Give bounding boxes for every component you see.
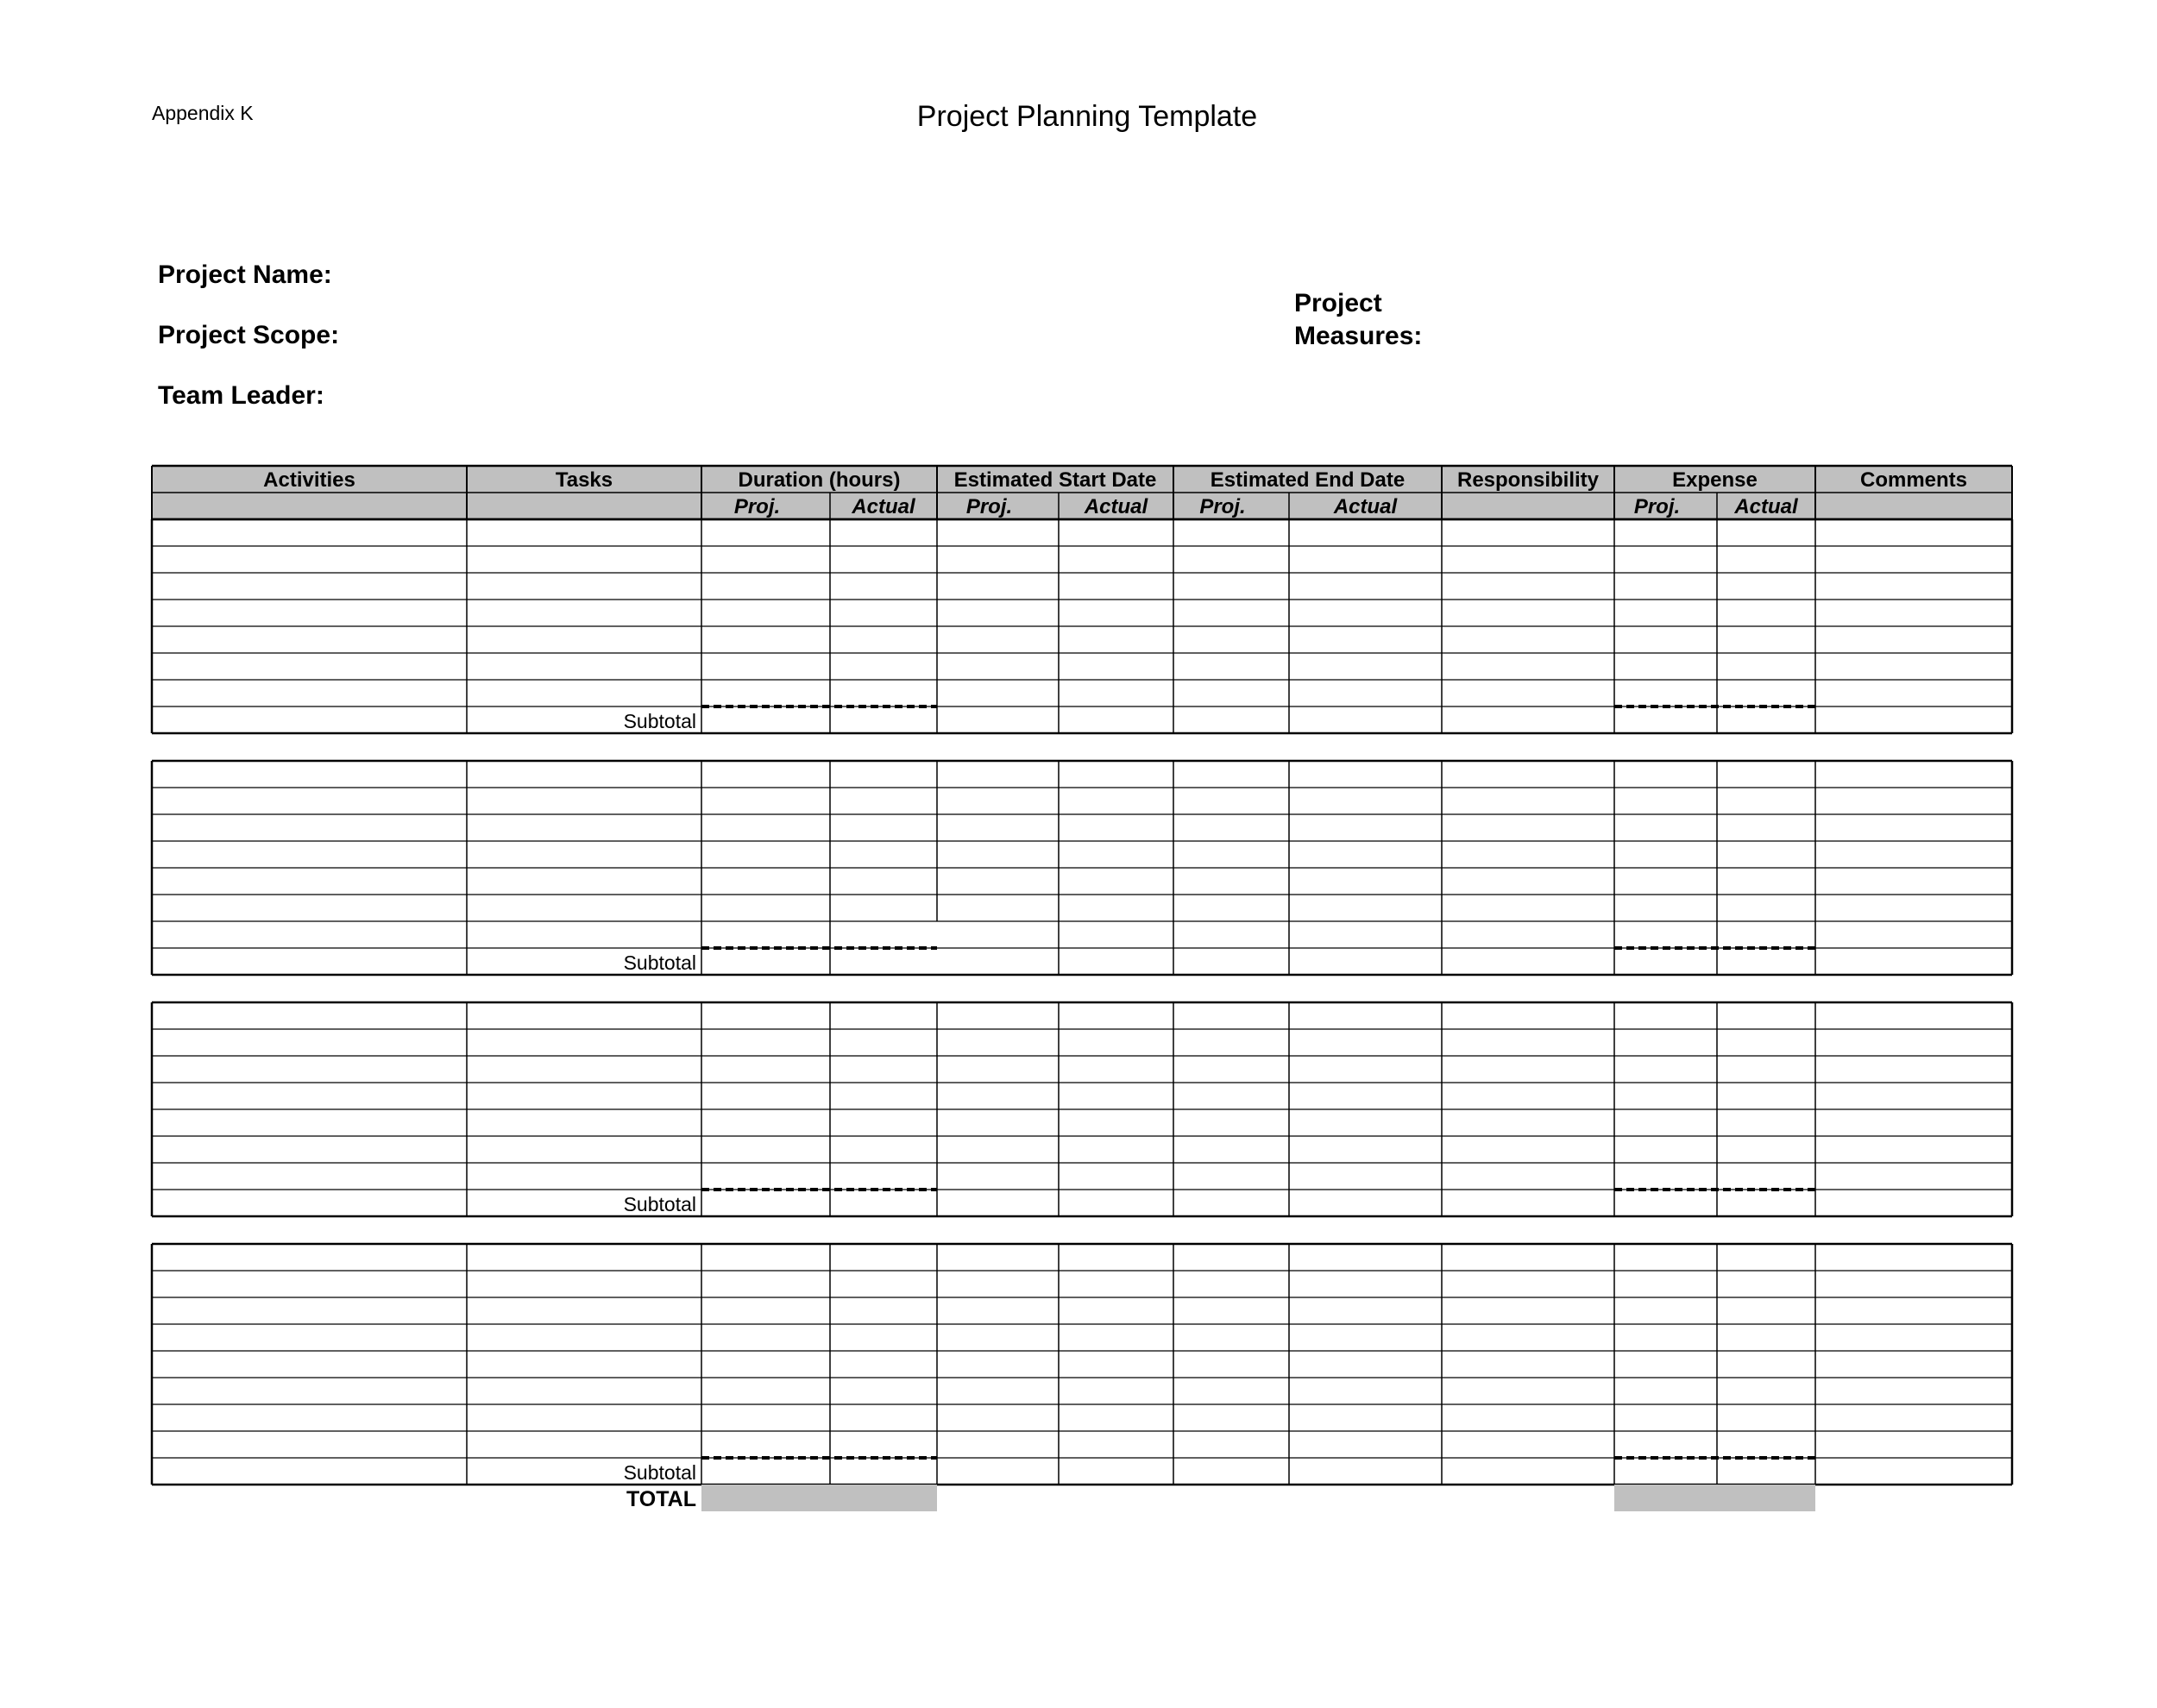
total-duration-cell — [701, 1485, 937, 1511]
column-header: Estimated Start Date — [953, 468, 1157, 492]
subtotal-label: Subtotal — [623, 1193, 696, 1215]
total-label: TOTAL — [626, 1487, 696, 1511]
column-header: Responsibility — [1456, 468, 1600, 492]
column-subheader: Actual — [1333, 495, 1398, 518]
project-scope-label: Project Scope: — [158, 321, 340, 349]
column-subheader: Proj. — [1199, 495, 1246, 518]
team-leader-label: Team Leader: — [158, 381, 324, 410]
page-title: Project Planning Template — [916, 100, 1258, 133]
column-subheader: Proj. — [1633, 495, 1681, 518]
subtotal-label: Subtotal — [623, 1461, 696, 1484]
column-subheader: Proj. — [733, 495, 781, 518]
column-subheader: Actual — [852, 495, 915, 518]
column-header: Estimated End Date — [1210, 468, 1406, 492]
subtotal-label: Subtotal — [623, 951, 696, 974]
column-subheader: Proj. — [965, 495, 1013, 518]
column-header: Duration (hours) — [738, 468, 901, 492]
project-measures-line1: Project — [1294, 289, 1382, 317]
column-header: Tasks — [555, 468, 613, 492]
column-header: Comments — [1859, 468, 1968, 492]
column-header: Activities — [263, 468, 355, 492]
column-header: Expense — [1672, 468, 1758, 492]
appendix-label: Appendix K — [152, 102, 254, 124]
subtotal-label: Subtotal — [623, 710, 696, 732]
project-measures-line2: Measures: — [1294, 322, 1423, 350]
column-subheader: Actual — [1734, 495, 1798, 518]
column-subheader: Actual — [1084, 495, 1148, 518]
total-expense-cell — [1614, 1485, 1815, 1511]
project-name-label: Project Name: — [158, 261, 332, 289]
